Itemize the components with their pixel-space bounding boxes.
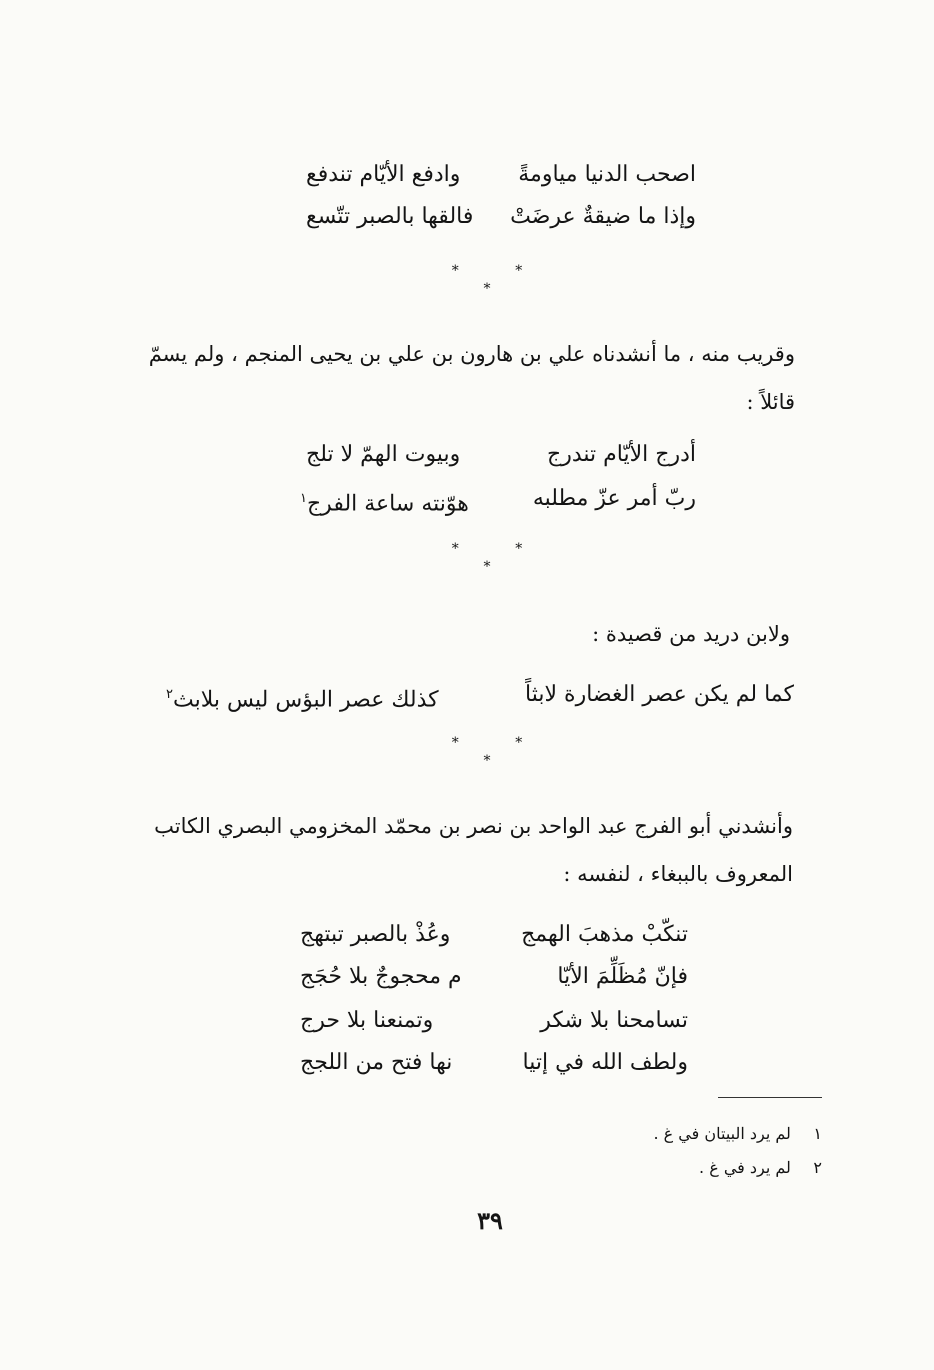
hemistich-right: أدرج الأيّام تندرج — [547, 442, 696, 467]
footnote-text: لم يرد في غ . — [699, 1158, 791, 1177]
footnote-1 — [654, 1124, 823, 1143]
poem4-verse-2 — [300, 960, 688, 994]
section-separator: * * * — [451, 263, 549, 297]
hemistich-left — [300, 482, 469, 521]
hemistich-left: وادفع الأيّام تندفع — [306, 162, 461, 187]
verse-text: هوّنته ساعة الفرج — [306, 491, 469, 517]
paragraph-line: ولابن دريد من قصيدة : — [592, 622, 790, 646]
hemistich-right: كما لم يكن عصر الغضارة لابثاً — [525, 682, 794, 707]
poem4-verse-3 — [300, 1004, 688, 1038]
paragraph-line: قائلاً : — [746, 390, 795, 414]
footnote-ref-2: ٢ — [166, 687, 173, 702]
footnote-number: ٢ — [813, 1158, 822, 1177]
section-separator: * * * — [451, 735, 549, 769]
paragraph-1 — [148, 330, 795, 426]
footnote-text: لم يرد البيتان في غ . — [653, 1124, 791, 1143]
hemistich-left: وتمنعنا بلا حرج — [300, 1008, 434, 1033]
hemistich-right: ربّ أمر عزّ مطلبه — [532, 486, 696, 511]
hemistich-left: م محجوجٌ بلا حُجَج — [300, 964, 462, 989]
paragraph-line: وقريب منه ، ما أنشدناه علي بن هارون بن علي بن يحيى المنجم ، ولم يسمّ — [148, 342, 795, 366]
hemistich-right: ولطف الله في إتيا — [522, 1050, 688, 1075]
hemistich-right: تسامحنا بلا شكر — [540, 1008, 688, 1033]
section-separator: * * * — [451, 541, 549, 575]
hemistich-right: اصحب الدنيا مياومةً — [518, 162, 696, 187]
paragraph-3 — [154, 802, 793, 898]
poem2-verse-1 — [306, 438, 696, 472]
poem4-verse-4 — [300, 1046, 688, 1080]
poem1-verse-1 — [306, 158, 696, 192]
verse-text: كذلك عصر البؤس ليس بلابث — [172, 687, 439, 713]
poem1-verse-2 — [306, 200, 696, 234]
hemistich-left — [166, 678, 439, 717]
poem2-verse-2 — [300, 482, 696, 516]
hemistich-right: تنكّبْ مذهبَ الهمج — [521, 922, 688, 947]
page-number: ٣٩ — [477, 1206, 503, 1235]
poem3-verse-1 — [166, 678, 794, 712]
footnote-ref-1: ١ — [300, 491, 307, 506]
paragraph-line: وأنشدني أبو الفرج عبد الواحد بن نصر بن محمّد المخزومي البصري الكاتب — [154, 814, 793, 838]
footnote-2 — [699, 1158, 822, 1177]
poem4-verse-1 — [300, 918, 688, 952]
footnote-number: ١ — [813, 1124, 822, 1143]
hemistich-left: وعُذْ بالصبر تبتهج — [300, 922, 451, 947]
hemistich-left: نها فتح من اللجج — [300, 1050, 453, 1075]
footnote-rule — [718, 1097, 822, 1098]
paragraph-line: المعروف بالببغاء ، لنفسه : — [563, 862, 793, 886]
hemistich-right: وإذا ما ضيقةٌ عرضَتْ — [510, 204, 696, 229]
paragraph-2 — [400, 610, 790, 658]
hemistich-left: وبيوت الهمّ لا تلج — [306, 442, 461, 467]
hemistich-left: فالقها بالصبر تتّسع — [306, 204, 474, 229]
hemistich-right: فإنّ مُظَلِّمَ الأيّا — [557, 964, 688, 989]
